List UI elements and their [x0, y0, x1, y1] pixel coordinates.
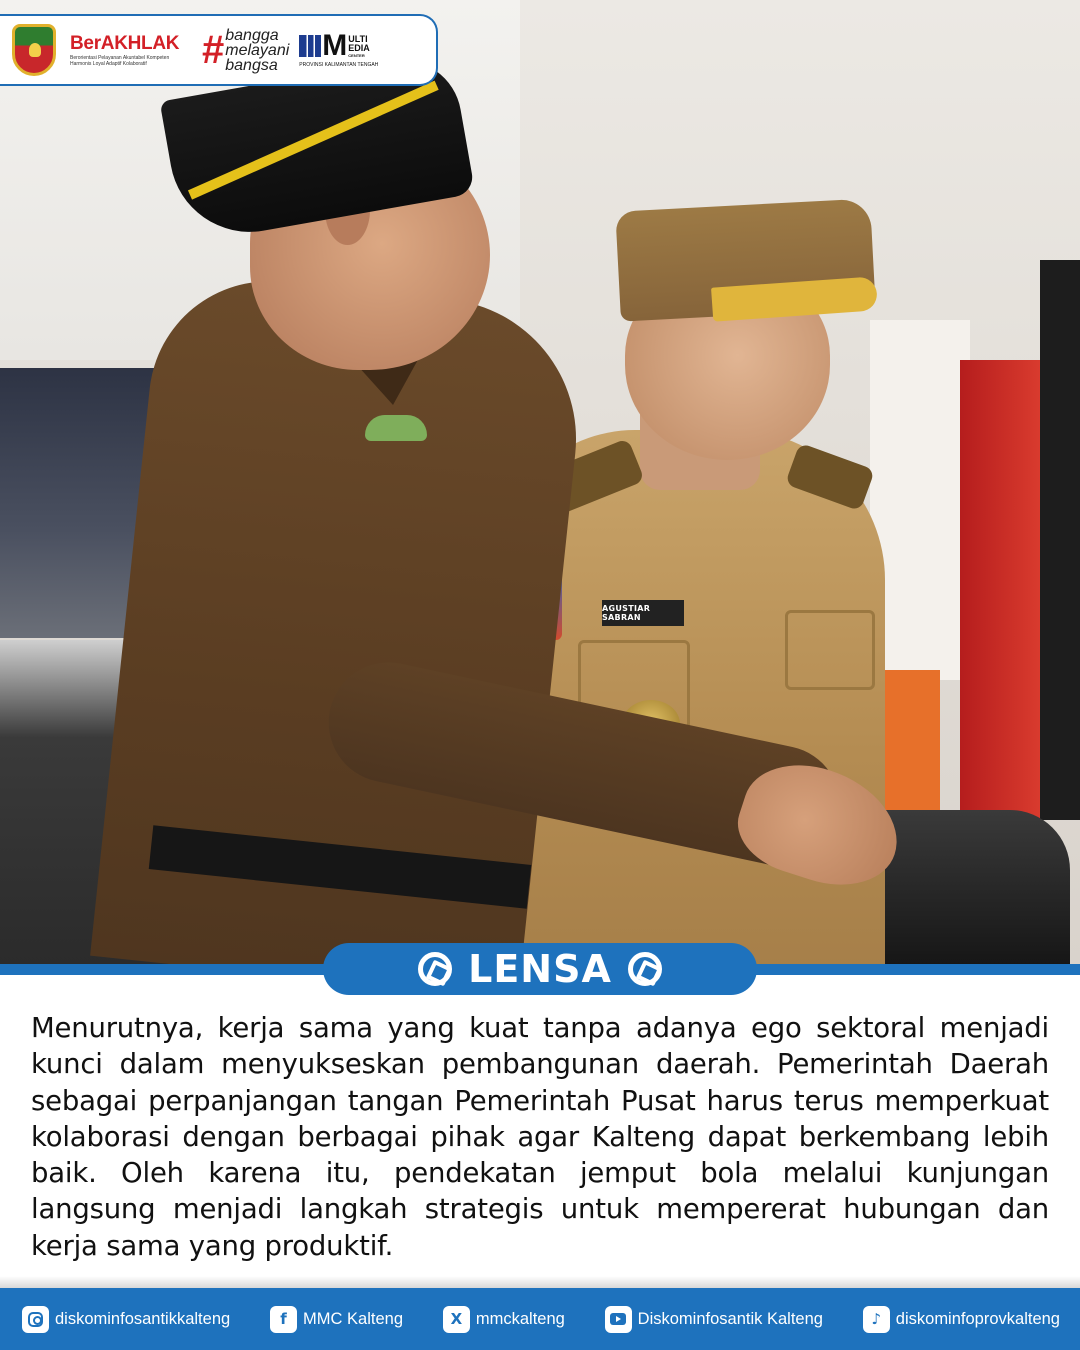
- background-orange-block: [880, 670, 940, 820]
- mmc-grid-icon: [299, 35, 321, 57]
- multimedia-center-logo: [299, 29, 379, 68]
- name-tag: AGUSTIAR SABRAN: [602, 600, 684, 626]
- mmc-bottom: EDIA: [348, 42, 370, 53]
- background-panel: [870, 320, 970, 680]
- aperture-icon: [628, 952, 662, 986]
- facebook-icon: f: [270, 1306, 297, 1333]
- social-instagram[interactable]: [22, 1306, 230, 1333]
- aperture-icon: [418, 952, 452, 986]
- social-x[interactable]: [443, 1306, 565, 1333]
- background-dark-panel: [1040, 260, 1080, 820]
- youtube-icon: [605, 1306, 632, 1333]
- social-handle: Diskominfosantik Kalteng: [637, 1309, 823, 1328]
- uniform-pocket: [785, 610, 875, 690]
- background-red-panel: [960, 360, 1040, 820]
- lensa-banner: [323, 943, 757, 995]
- social-handle: MMC Kalteng: [303, 1309, 403, 1328]
- bangga-word: melayani: [225, 41, 290, 59]
- social-footer: [0, 1288, 1080, 1350]
- article-paragraph: Menurutnya, kerja sama yang kuat tanpa adanya ego sektoral menjadi kunci dalam menyukseskan pembangunan daerah. Pemerintah Daerah sebagai perpanjangan tangan Pemerintah Pusat harus terus memperkuat kolaborasi dengan berbagai pihak agar Kalteng dapat berkembang lebih baik. Oleh karena itu, pendekatan jemput bola melalui kunjungan langsung menjadi langkah strategis untuk mempererat hubungan dan kerja sama yang produktif.: [31, 1012, 1049, 1262]
- berakhlak-title: BerAKHLAK: [70, 33, 180, 54]
- mmc-top: ULTI: [348, 33, 368, 44]
- berakhlak-tagline: Berorientasi Pelayanan Akuntabel Kompeten Harmonis Loyal Adaptif Kolaboratif: [70, 55, 170, 67]
- social-facebook[interactable]: [270, 1306, 403, 1333]
- social-handle: diskominfoprovkalteng: [895, 1309, 1060, 1328]
- x-icon: X: [443, 1306, 470, 1333]
- shoulder-badge: [365, 415, 427, 441]
- bangga-melayani-logo: [202, 28, 289, 73]
- bangga-word: bangga: [225, 26, 279, 44]
- social-handle: mmckalteng: [475, 1309, 565, 1328]
- kalteng-crest-icon: [12, 24, 56, 76]
- social-handle: diskominfosantikkalteng: [55, 1309, 231, 1328]
- bangga-words: [225, 28, 289, 73]
- instagram-icon: [22, 1306, 49, 1333]
- social-youtube[interactable]: [605, 1306, 823, 1333]
- mmc-center: CENTER: [348, 52, 365, 58]
- mmc-subtitle: PROVINSI KALIMANTAN TENGAH: [299, 62, 379, 68]
- hashtag-symbol: #: [202, 28, 225, 72]
- social-tiktok[interactable]: [863, 1306, 1060, 1333]
- logo-bar: [0, 14, 438, 86]
- bangga-word: bangsa: [225, 56, 278, 74]
- banner-label: LENSA: [468, 947, 612, 991]
- berakhlak-logo: [70, 33, 192, 67]
- mmc-letter: M: [322, 29, 348, 62]
- tiktok-icon: ♪: [863, 1306, 890, 1333]
